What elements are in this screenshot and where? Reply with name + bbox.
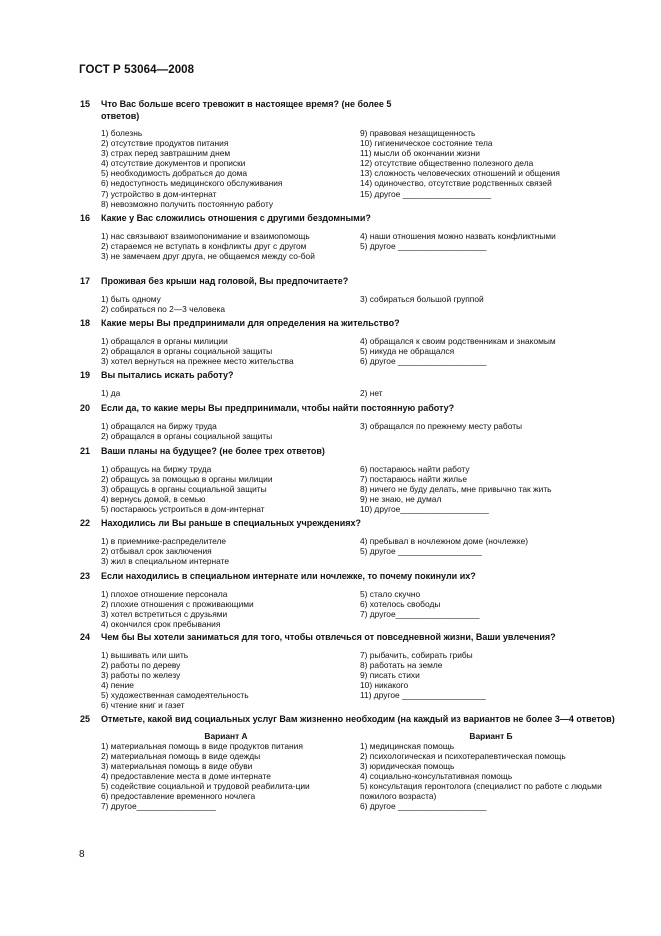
question-20	[80, 403, 620, 441]
option: 6) предоставление временного ночлега	[101, 791, 256, 802]
option: 13) сложность человеческих отношений и общения	[360, 168, 560, 179]
variant-b-title: Вариант Б	[469, 730, 513, 741]
option: 3) материальная помощь в виде обуви	[101, 760, 253, 771]
options-right	[360, 589, 660, 619]
variant-a-options	[101, 731, 351, 812]
option: 5) другое ___________________	[360, 240, 487, 251]
variant-b-options	[360, 731, 622, 812]
option: 9) писать стихи	[360, 669, 420, 680]
option: 2) обращусь за помощью в органы милиции	[101, 473, 273, 484]
options-left	[101, 650, 351, 711]
question-number: 16	[80, 213, 91, 223]
option: 1) обращался на биржу труда	[101, 420, 217, 431]
question-25	[80, 714, 620, 812]
option: 9) правовая незащищенность	[360, 128, 476, 138]
option: 2) собираться по 2—3 человека	[101, 303, 226, 314]
options-right	[360, 650, 660, 700]
option: 1) нас связывают взаимопонимание и взаимопомощь	[101, 230, 310, 241]
option: 1) болезнь	[101, 128, 143, 138]
option: 4) наши отношения можно назвать конфликтными	[360, 230, 556, 241]
option: 10) никакого	[360, 679, 409, 690]
option: 12) отсутствие общественно полезного дела	[360, 158, 534, 169]
document-header: ГОСТ Р 53064—2008	[79, 64, 195, 76]
option: 5) постараюсь устроиться в дом-интернат	[101, 503, 265, 514]
question-24	[80, 632, 620, 710]
options-right	[360, 128, 660, 199]
option: 4) вернусь домой, в семью	[101, 493, 206, 504]
option: 10) другое___________________	[360, 503, 489, 514]
option: 3) обращусь в органы социальной защиты	[101, 483, 267, 494]
question-15	[80, 99, 620, 209]
question-number: 19	[80, 370, 91, 380]
options-left	[101, 231, 351, 261]
options-left	[101, 388, 351, 398]
option: 6) недоступность медицинского обслуживания	[101, 178, 283, 189]
option: 7) другое_________________	[101, 801, 216, 812]
option: 3) хотел вернуться на прежнее место жительства	[101, 355, 294, 366]
option: 8) невозможно получить постоянную работу	[101, 198, 274, 209]
option: 4) пребывал в ночлежном доме (ночлежке)	[360, 535, 529, 546]
option: 8) ничего не буду делать, мне привычно так жить	[360, 483, 552, 494]
option: 1) медицинская помощь	[360, 740, 455, 751]
options-right	[360, 294, 660, 304]
option: 1) обращусь на биржу труда	[101, 463, 212, 474]
question-text: Ваши планы на будущее? (не более трех ответов)	[101, 446, 325, 456]
option: 3) не замечаем друг друга, не общаемся между со-бой	[101, 250, 315, 261]
option: 2) плохие отношения с проживающими	[101, 598, 254, 609]
option: 6) чтение книг и газет	[101, 699, 185, 710]
option: 3) страх перед завтрашним днем	[101, 148, 231, 159]
option: 4) социально-консультативная помощь	[360, 770, 513, 781]
option: 6) другое ___________________	[360, 801, 487, 812]
option: 1) в приемнике-распределителе	[101, 535, 227, 546]
option: 7) рыбачить, собирать грибы	[360, 649, 473, 660]
option: 2) нет	[360, 387, 383, 398]
option: 4) обращался к своим родственникам и знакомым	[360, 335, 556, 346]
option: 3) собираться большой группой	[360, 293, 484, 304]
option: 3) хотел встретиться с друзьями	[101, 608, 228, 619]
question-text: Проживая без крыши над головой, Вы предпочитаете?	[101, 276, 349, 286]
question-number: 17	[80, 276, 91, 286]
option: 1) материальная помощь в виде продуктов питания	[101, 740, 303, 751]
question-number: 20	[80, 403, 91, 413]
options-left	[101, 336, 351, 366]
option: 5) стало скучно	[360, 588, 421, 599]
question-number: 24	[80, 632, 91, 642]
option: 1) быть одному	[101, 293, 161, 304]
options-right	[360, 464, 660, 514]
option: 5) другое __________________	[360, 545, 482, 556]
question-number: 18	[80, 318, 91, 328]
option: 1) вышивать или шить	[101, 649, 189, 660]
question-19	[80, 370, 620, 398]
question-21	[80, 446, 620, 514]
question-18	[80, 318, 620, 366]
question-text: Какие у Вас сложились отношения с другими бездомными?	[101, 213, 371, 223]
option: 6) другое ___________________	[360, 355, 487, 366]
question-23	[80, 571, 620, 629]
options-right	[360, 536, 660, 556]
option: 14) одиночество, отсутствие родственных связей	[360, 178, 552, 189]
option: 1) да	[101, 387, 121, 398]
option: 11) мысли об окончании жизни	[360, 148, 480, 159]
question-16	[80, 213, 620, 261]
question-text: Если находились в специальном интернате или ночлежке, то почему покинули их?	[101, 571, 476, 581]
options-right	[360, 336, 660, 366]
question-22	[80, 518, 620, 566]
options-left	[101, 589, 351, 629]
option: 4) предоставление места в доме интернате	[101, 770, 271, 781]
option: 5) консультация геронтолога (специалист по работе с людьми пожилого возраста)	[360, 780, 602, 802]
question-number: 23	[80, 571, 91, 581]
option: 3) юридическая помощь	[360, 760, 455, 771]
option: 2) обращался в органы социальной защиты	[101, 345, 273, 356]
option: 3) жил в специальном интернате	[101, 555, 230, 566]
option: 4) окончился срок пребывания	[101, 618, 221, 629]
options-left	[101, 536, 351, 566]
option: 1) обращался в органы милиции	[101, 335, 228, 346]
question-number: 22	[80, 518, 91, 528]
option: 5) художественная самодеятельность	[101, 689, 249, 700]
question-text: Что Вас больше всего тревожит в настоящее время? (не более 5 ответов)	[101, 99, 392, 121]
question-text: Находились ли Вы раньше в специальных учреждениях?	[101, 518, 361, 528]
option: 4) отсутствие документов и прописки	[101, 158, 246, 169]
option: 2) стараемся не вступать в конфликты друг с другом	[101, 240, 307, 251]
question-text: Чем бы Вы хотели заниматься для того, чтобы отвлечься от повседневной жизни, Ваши увлечения?	[101, 632, 556, 642]
options-left	[101, 294, 351, 314]
options-right	[360, 231, 660, 251]
option: 3) работы по железу	[101, 669, 181, 680]
option: 10) гигиеническое состояние тела	[360, 138, 493, 149]
option: 2) работы по дереву	[101, 659, 181, 670]
options-left	[101, 421, 351, 441]
options-left	[101, 128, 351, 209]
option: 7) устройство в дом-интернат	[101, 188, 217, 199]
option: 5) никуда не обращался	[360, 345, 455, 356]
option: 2) материальная помощь в виде одежды	[101, 750, 261, 761]
option: 9) не знаю, не думал	[360, 493, 442, 504]
question-number: 15	[80, 99, 91, 109]
options-right	[360, 421, 660, 431]
question-text: Отметьте, какой вид социальных услуг Вам жизненно необходим (на каждый из вариантов не более 3—4 ответов)	[101, 714, 615, 724]
question-text: Какие меры Вы предпринимали для определения на жительство?	[101, 318, 400, 328]
option: 1) плохое отношение персонала	[101, 588, 228, 599]
page-number: 8	[79, 849, 85, 860]
question-number: 25	[80, 714, 91, 724]
options-left	[101, 464, 351, 514]
option: 2) отсутствие продуктов питания	[101, 138, 229, 149]
option: 7) другое__________________	[360, 608, 480, 619]
option: 11) другое __________________	[360, 689, 486, 700]
options-right	[360, 388, 660, 398]
option: 5) содействие социальной и трудовой реабилита-ции	[101, 780, 310, 791]
option: 2) отбывал срок заключения	[101, 545, 212, 556]
option: 6) постараюсь найти работу	[360, 463, 470, 474]
option: 6) хотелось свободы	[360, 598, 441, 609]
option: 2) психологическая и психотерапевтическая помощь	[360, 750, 566, 761]
question-number: 21	[80, 446, 91, 456]
option: 7) постараюсь найти жилье	[360, 473, 468, 484]
option: 8) работать на земле	[360, 659, 443, 670]
question-17	[80, 276, 620, 314]
option: 5) необходимость добраться до дома	[101, 168, 248, 179]
option: 4) пение	[101, 679, 134, 690]
option: 2) обращался в органы социальной защиты	[101, 430, 273, 441]
option: 15) другое ___________________	[360, 188, 492, 199]
variant-a-title: Вариант А	[204, 730, 248, 741]
option: 3) обращался по прежнему месту работы	[360, 420, 523, 431]
question-text: Вы пытались искать работу?	[101, 370, 234, 380]
question-text: Если да, то какие меры Вы предпринимали, чтобы найти постоянную работу?	[101, 403, 455, 413]
